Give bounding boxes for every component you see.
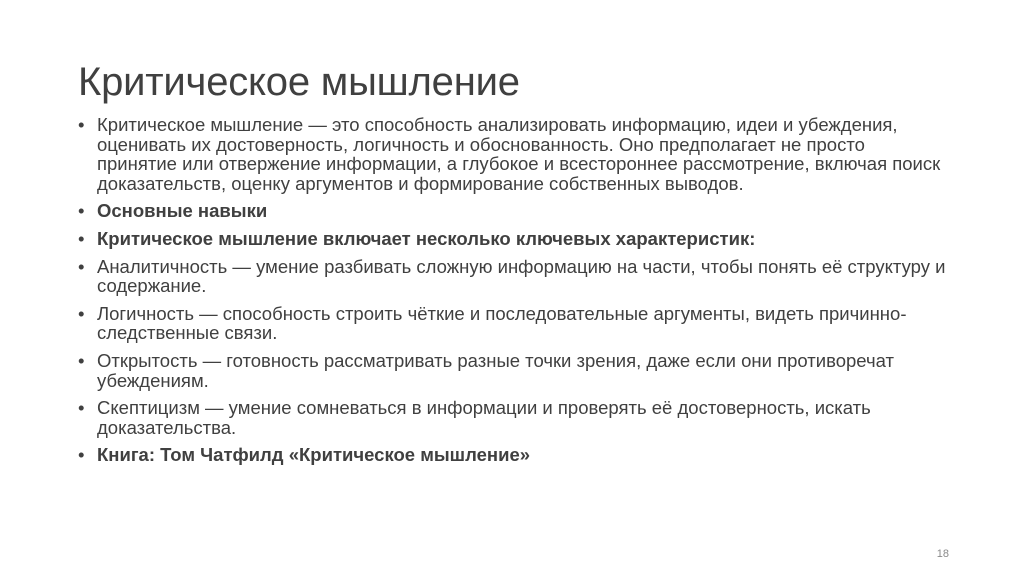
bullet-item: [78, 115, 948, 193]
bullet-item: [78, 398, 948, 437]
bullet-item: [78, 229, 948, 249]
bullet-dot-icon: •: [78, 444, 85, 466]
bullet-text: Критическое мышление включает несколько ключевых характеристик:: [97, 227, 756, 249]
bullet-dot-icon: •: [78, 302, 85, 324]
bullet-dot-icon: •: [78, 114, 85, 135]
bullet-item: [78, 304, 948, 343]
slide-title: Критическое мышление: [78, 60, 520, 104]
bullet-text: Книга: Том Чатфилд «Критическое мышление»: [97, 444, 531, 466]
bullet-item: [78, 201, 948, 221]
bullet-text: Логичность — способность строить чёткие и последовательные аргументы, видеть причинно-следственные связи.: [97, 302, 907, 344]
bullet-dot-icon: •: [78, 397, 85, 419]
bullet-dot-icon: •: [78, 349, 85, 371]
page-number: 18: [936, 548, 949, 560]
bullet-item: [78, 351, 948, 390]
bullet-list: [78, 115, 948, 473]
bullet-item: [78, 445, 948, 465]
bullet-item: [78, 257, 948, 296]
bullet-dot-icon: •: [78, 227, 85, 249]
bullet-text: Открытость — готовность рассматривать разные точки зрения, даже если они противоречат убеждениям.: [97, 349, 894, 391]
bullet-text: Критическое мышление — это способность анализировать информацию, идеи и убеждения, оценивать их достоверность, логичность и обоснованность. Оно предполагает не просто принятие или отвержение информации, а глубокое и всестороннее рассмотрение, включая поиск доказательств, оценку аргументов и формирование собственных выводов.: [97, 114, 941, 194]
bullet-text: Аналитичность — умение разбивать сложную информацию на части, чтобы понять её структуру и содержание.: [97, 255, 946, 297]
bullet-dot-icon: •: [78, 255, 85, 277]
bullet-text: Скептицизм — умение сомневаться в информации и проверять её достоверность, искать доказательства.: [97, 397, 871, 438]
bullet-dot-icon: •: [78, 200, 85, 222]
bullet-text: Основные навыки: [97, 200, 268, 222]
